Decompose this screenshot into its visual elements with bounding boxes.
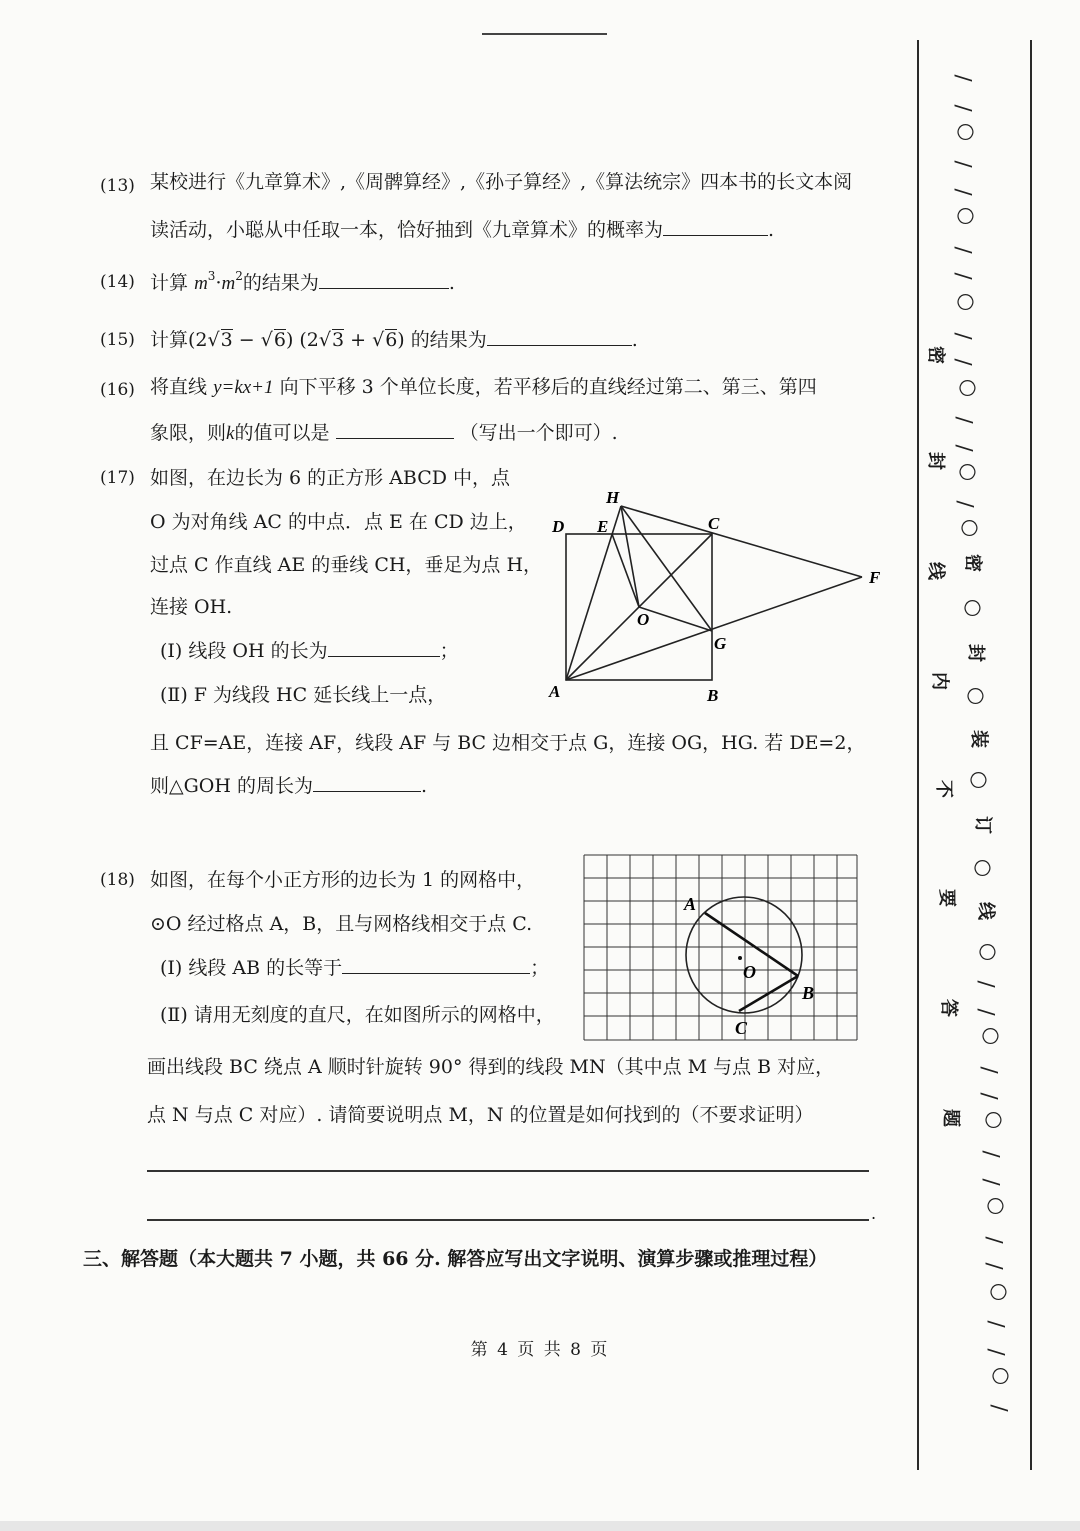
q17-line6-end: .	[420, 775, 428, 797]
q17-line5: 且 CF=AE，连接 AF，线段 AF 与 BC 边相交于点 G，连接 OG，HG. 若 DE=2，	[150, 732, 866, 754]
seal-circle-9: ○	[968, 770, 993, 790]
q15-root3: 3	[220, 329, 233, 351]
q14-number: (14)	[100, 272, 135, 292]
q16-text-e: （写出一个即可）.	[459, 422, 618, 444]
seal-circle-3: ○	[955, 292, 980, 312]
q14-dot: ·	[215, 272, 222, 294]
grid-label-c: C	[735, 1018, 748, 1038]
seal-circle-2: ○	[955, 206, 980, 226]
seal-inner-char-5: 不	[933, 780, 954, 798]
grid-label-a: A	[684, 894, 697, 914]
q16-answer-blank[interactable]	[336, 437, 454, 439]
q13-line1: 某校进行《九章算术》,《周髀算经》,《孙子算经》,《算法统宗》四本书的长文本阅	[150, 171, 853, 193]
q17-line6-text: 则△GOH 的周长为	[150, 775, 313, 797]
label-g: G	[714, 634, 727, 653]
seal-slash-2: /	[951, 104, 976, 112]
header-rule	[482, 33, 607, 35]
q14-end: .	[448, 272, 455, 294]
q17-part1-text: (Ⅰ) 线段 OH 的长为	[160, 640, 328, 662]
q18-line4: 点 N 与点 C 对应）. 请简要说明点 M，N 的位置是如何找到的（不要求证明）	[147, 1104, 814, 1126]
q15-expr-2: ) (2	[285, 329, 319, 351]
q18-part1-end: ；	[530, 957, 550, 979]
grid-label-b: B	[802, 983, 815, 1003]
section-3-heading: 三、解答题（本大题共 7 小题，共 66 分. 解答应写出文字说明、演算步骤或推理过程）	[83, 1248, 828, 1270]
q18-part2: (Ⅱ) 请用无刻度的直尺，在如图所示的网格中，	[160, 1004, 555, 1026]
seal-slash-7: /	[951, 332, 976, 340]
q16-text-b: 向下平移 3 个单位长度，若平移后的直线经过第二、第三、第四	[279, 376, 817, 398]
seal-circle-16: ○	[990, 1366, 1015, 1386]
q15-number: (15)	[100, 330, 135, 350]
seal-slash-14: /	[977, 1066, 1002, 1074]
q17-number: (17)	[100, 468, 135, 488]
q18-grid-figure	[575, 845, 865, 1045]
q15-expr-1: (2	[188, 329, 208, 351]
seal-slash-12: /	[974, 980, 999, 988]
seal-line-inner	[917, 40, 919, 1470]
q15-text-a: 计算	[150, 329, 189, 351]
seal-slash-10: /	[952, 444, 977, 452]
line-og	[639, 607, 712, 631]
q15-minus: −	[232, 329, 261, 351]
q16-line2	[150, 424, 618, 443]
q16-text-c: 象限，则	[150, 422, 227, 444]
q15-line: 计算(2√3 − √6) (2√3 + √6) 的结果为 .	[150, 329, 638, 351]
center-o-dot	[738, 956, 742, 960]
seal-inner-char-8: 题	[940, 1109, 961, 1127]
q18-part1-blank[interactable]	[342, 972, 530, 974]
q18-answer-line-2[interactable]	[147, 1219, 869, 1221]
seal-circle-10: ○	[972, 858, 997, 878]
seal-slash-21: /	[984, 1348, 1009, 1356]
seal-slash-11: /	[953, 500, 978, 508]
q17-line1: 如图，在边长为 6 的正方形 ABCD 中，点	[150, 467, 511, 489]
seal-inner-char-4: 内	[929, 672, 950, 690]
seal-inner-char-3: 线	[925, 562, 946, 580]
q13-number: (13)	[100, 176, 135, 196]
seal-outer-char-3: 装	[968, 730, 989, 748]
label-o: O	[637, 610, 650, 629]
q16-text-a: 将直线	[150, 376, 208, 398]
q17-part1	[160, 642, 459, 661]
seal-slash-3: /	[951, 160, 976, 168]
q15-root3b: 3	[332, 329, 345, 351]
q17-part2: (Ⅱ) F 为线段 HC 延长线上一点，	[160, 684, 447, 706]
q13-text: 读活动，小聪从中任取一本，恰好抽到《九章算术》的概率为	[150, 219, 664, 241]
page-footer: 第 4 页 共 8 页	[470, 1340, 610, 1360]
seal-circle-4: ○	[957, 378, 982, 398]
label-h: H	[606, 488, 620, 507]
line-oe	[612, 534, 639, 607]
seal-circle-15: ○	[988, 1282, 1013, 1302]
q16-line1	[150, 378, 817, 397]
seal-circle-7: ○	[962, 598, 987, 618]
q17-part1-blank[interactable]	[328, 655, 440, 657]
seal-slash-22: /	[987, 1404, 1012, 1412]
q18-part1-text: (Ⅰ) 线段 AB 的长等于	[160, 957, 343, 979]
circle-o	[686, 897, 802, 1013]
seal-circle-5: ○	[957, 462, 982, 482]
label-c: C	[708, 514, 720, 533]
q16-var-k: k	[226, 423, 235, 444]
seal-slash-9: /	[952, 416, 977, 424]
q16-equation: y=kx+1	[213, 377, 274, 398]
seal-slash-15: /	[977, 1092, 1002, 1100]
seal-slash-13: /	[974, 1008, 999, 1016]
q14-text-b: 的结果为	[242, 272, 319, 294]
q17-line4: 连接 OH.	[150, 596, 233, 618]
label-b: B	[707, 686, 719, 705]
q14-exp2: 2	[235, 269, 243, 283]
grid-label-o: O	[743, 962, 756, 982]
q14-text-a: 计算	[150, 272, 189, 294]
seal-slash-6: /	[951, 272, 976, 280]
q14-line	[150, 270, 455, 293]
q13-answer-blank[interactable]	[663, 234, 768, 236]
label-e: E	[597, 517, 609, 536]
seal-circle-12: ○	[980, 1026, 1005, 1046]
q17-line3: 过点 C 作直线 AE 的垂线 CH，垂足为点 H，	[150, 554, 543, 576]
seal-outer-char-5: 线	[975, 902, 996, 920]
q15-text-b: 的结果为	[410, 329, 487, 351]
q15-root6: 6	[273, 329, 286, 351]
q14-var-m2: m	[221, 273, 236, 294]
seal-inner-char-2: 封	[925, 452, 946, 470]
seal-slash-17: /	[979, 1178, 1004, 1186]
seal-circle-8: ○	[965, 686, 990, 706]
q16-number: (16)	[100, 380, 135, 400]
seal-inner-char-6: 要	[936, 889, 957, 907]
seal-slash-16: /	[979, 1150, 1004, 1158]
label-d: D	[552, 517, 565, 536]
q13-end: .	[768, 219, 775, 241]
line-ho	[621, 506, 639, 607]
q14-var-m1: m	[194, 273, 208, 294]
seal-outer-char-2: 封	[965, 644, 986, 662]
q17-figure	[540, 480, 900, 710]
seal-circle-14: ○	[985, 1196, 1010, 1216]
q18-end: .	[871, 1204, 877, 1223]
q15-plus: +	[344, 329, 373, 351]
line-af	[566, 577, 862, 680]
seal-slash-5: /	[951, 246, 976, 254]
seal-circle-1: ○	[955, 122, 980, 142]
scan-bottom-edge	[0, 1521, 1080, 1531]
q15-expr-3: )	[397, 329, 405, 351]
q18-answer-line-1[interactable]	[147, 1170, 869, 1172]
label-a: A	[549, 682, 561, 701]
seal-line-outer	[1030, 40, 1032, 1470]
q17-part2-blank[interactable]	[313, 790, 421, 792]
seal-slash-1: /	[951, 74, 976, 82]
label-f: F	[869, 568, 881, 587]
seal-slash-19: /	[982, 1262, 1007, 1270]
seal-slash-18: /	[982, 1236, 1007, 1244]
seal-slash-20: /	[984, 1320, 1009, 1328]
q18-line3: 画出线段 BC 绕点 A 顺时针旋转 90° 得到的线段 MN（其中点 M 与点 B 对应，	[147, 1056, 835, 1078]
q17-part1-end: ；	[439, 640, 459, 662]
seal-inner-char-1: 密	[925, 346, 946, 364]
q15-root6b: 6	[385, 329, 398, 351]
q17-line2: O 为对角线 AC 的中点．点 E 在 CD 边上，	[150, 511, 527, 533]
line-hf	[621, 506, 862, 577]
q15-end: .	[631, 329, 638, 351]
seal-circle-13: ○	[983, 1110, 1008, 1130]
q18-part1	[160, 959, 549, 978]
q18-number: (18)	[100, 870, 135, 890]
line-ah	[566, 506, 621, 680]
seal-outer-char-4: 订	[972, 816, 993, 834]
q16-text-d: 的值可以是	[234, 422, 330, 444]
seal-slash-8: /	[951, 358, 976, 366]
seal-circle-6: ○	[959, 518, 984, 538]
q14-exp3: 3	[207, 269, 216, 283]
seal-circle-11: ○	[977, 942, 1002, 962]
q15-answer-blank[interactable]	[487, 344, 632, 346]
seal-outer-char-1: 密	[962, 554, 983, 572]
q17-line6	[150, 777, 427, 796]
seal-inner-char-7: 答	[938, 999, 959, 1017]
q13-line2	[150, 221, 774, 240]
q14-answer-blank[interactable]	[319, 287, 449, 289]
seal-slash-4: /	[951, 188, 976, 196]
q18-line2: ⊙O 经过格点 A，B，且与网格线相交于点 C.	[150, 913, 533, 935]
q18-line1: 如图，在每个小正方形的边长为 1 的网格中，	[150, 869, 536, 891]
